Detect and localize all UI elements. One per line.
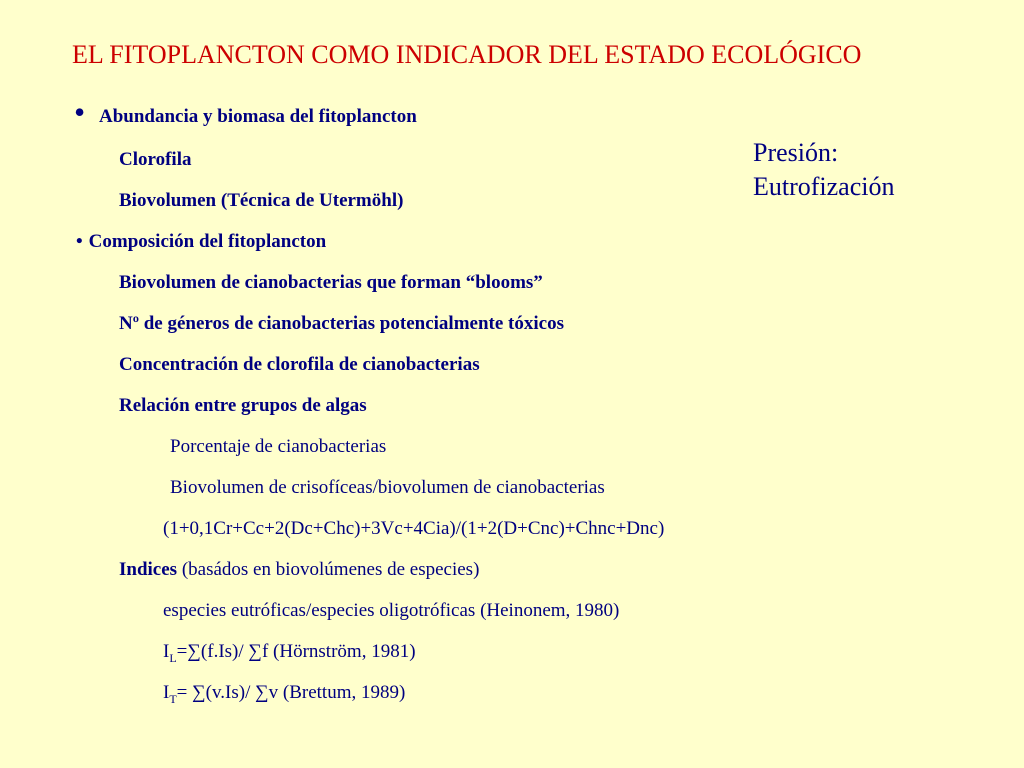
page-title: EL FITOPLANCTON COMO INDICADOR DEL ESTADO ECOLÓGICO [72, 40, 862, 69]
list-item: Nº de géneros de cianobacterias potencialmente tóxicos [119, 313, 564, 334]
indices-heading: Indices (basádos en biovolúmenes de especies) [119, 559, 480, 580]
list-item: Concentración de clorofila de cianobacterias [119, 354, 480, 375]
pressure-label: Presión: [753, 138, 839, 167]
formula-ratio: (1+0,1Cr+Cc+2(Dc+Chc)+3Vc+4Cia)/(1+2(D+Cnc)+Chnc+Dnc) [163, 518, 665, 539]
list-subitem: Porcentaje de cianobacterias [170, 436, 387, 457]
list-item: Relación entre grupos de algas [119, 395, 367, 416]
section-heading-composition: • Composición del fitoplancton [76, 231, 327, 252]
list-item: Biovolumen (Técnica de Utermöhl) [119, 190, 404, 211]
list-item: Clorofila [119, 149, 192, 170]
list-subitem: especies eutróficas/especies oligotróficas (Heinonem, 1980) [163, 600, 620, 621]
list-subitem: Biovolumen de crisofíceas/biovolumen de cianobacterias [170, 477, 605, 498]
bullet-icon: • [74, 94, 86, 130]
pressure-value: Eutrofización [753, 172, 895, 201]
pressure-note [753, 136, 895, 204]
formula-il: $I_L=\sum(f.Is)/$ ∑f (Hörnström, 1981) [163, 641, 416, 665]
bullet-icon: • [76, 231, 83, 252]
section-heading-abundance: Abundancia y biomasa del fitoplancton [99, 106, 417, 127]
list-item: Biovolumen de cianobacterias que forman “blooms” [119, 272, 543, 293]
formula-it: $I_T= \sum(v.Is)/$ ∑v (Brettum, 1989) [163, 682, 406, 706]
